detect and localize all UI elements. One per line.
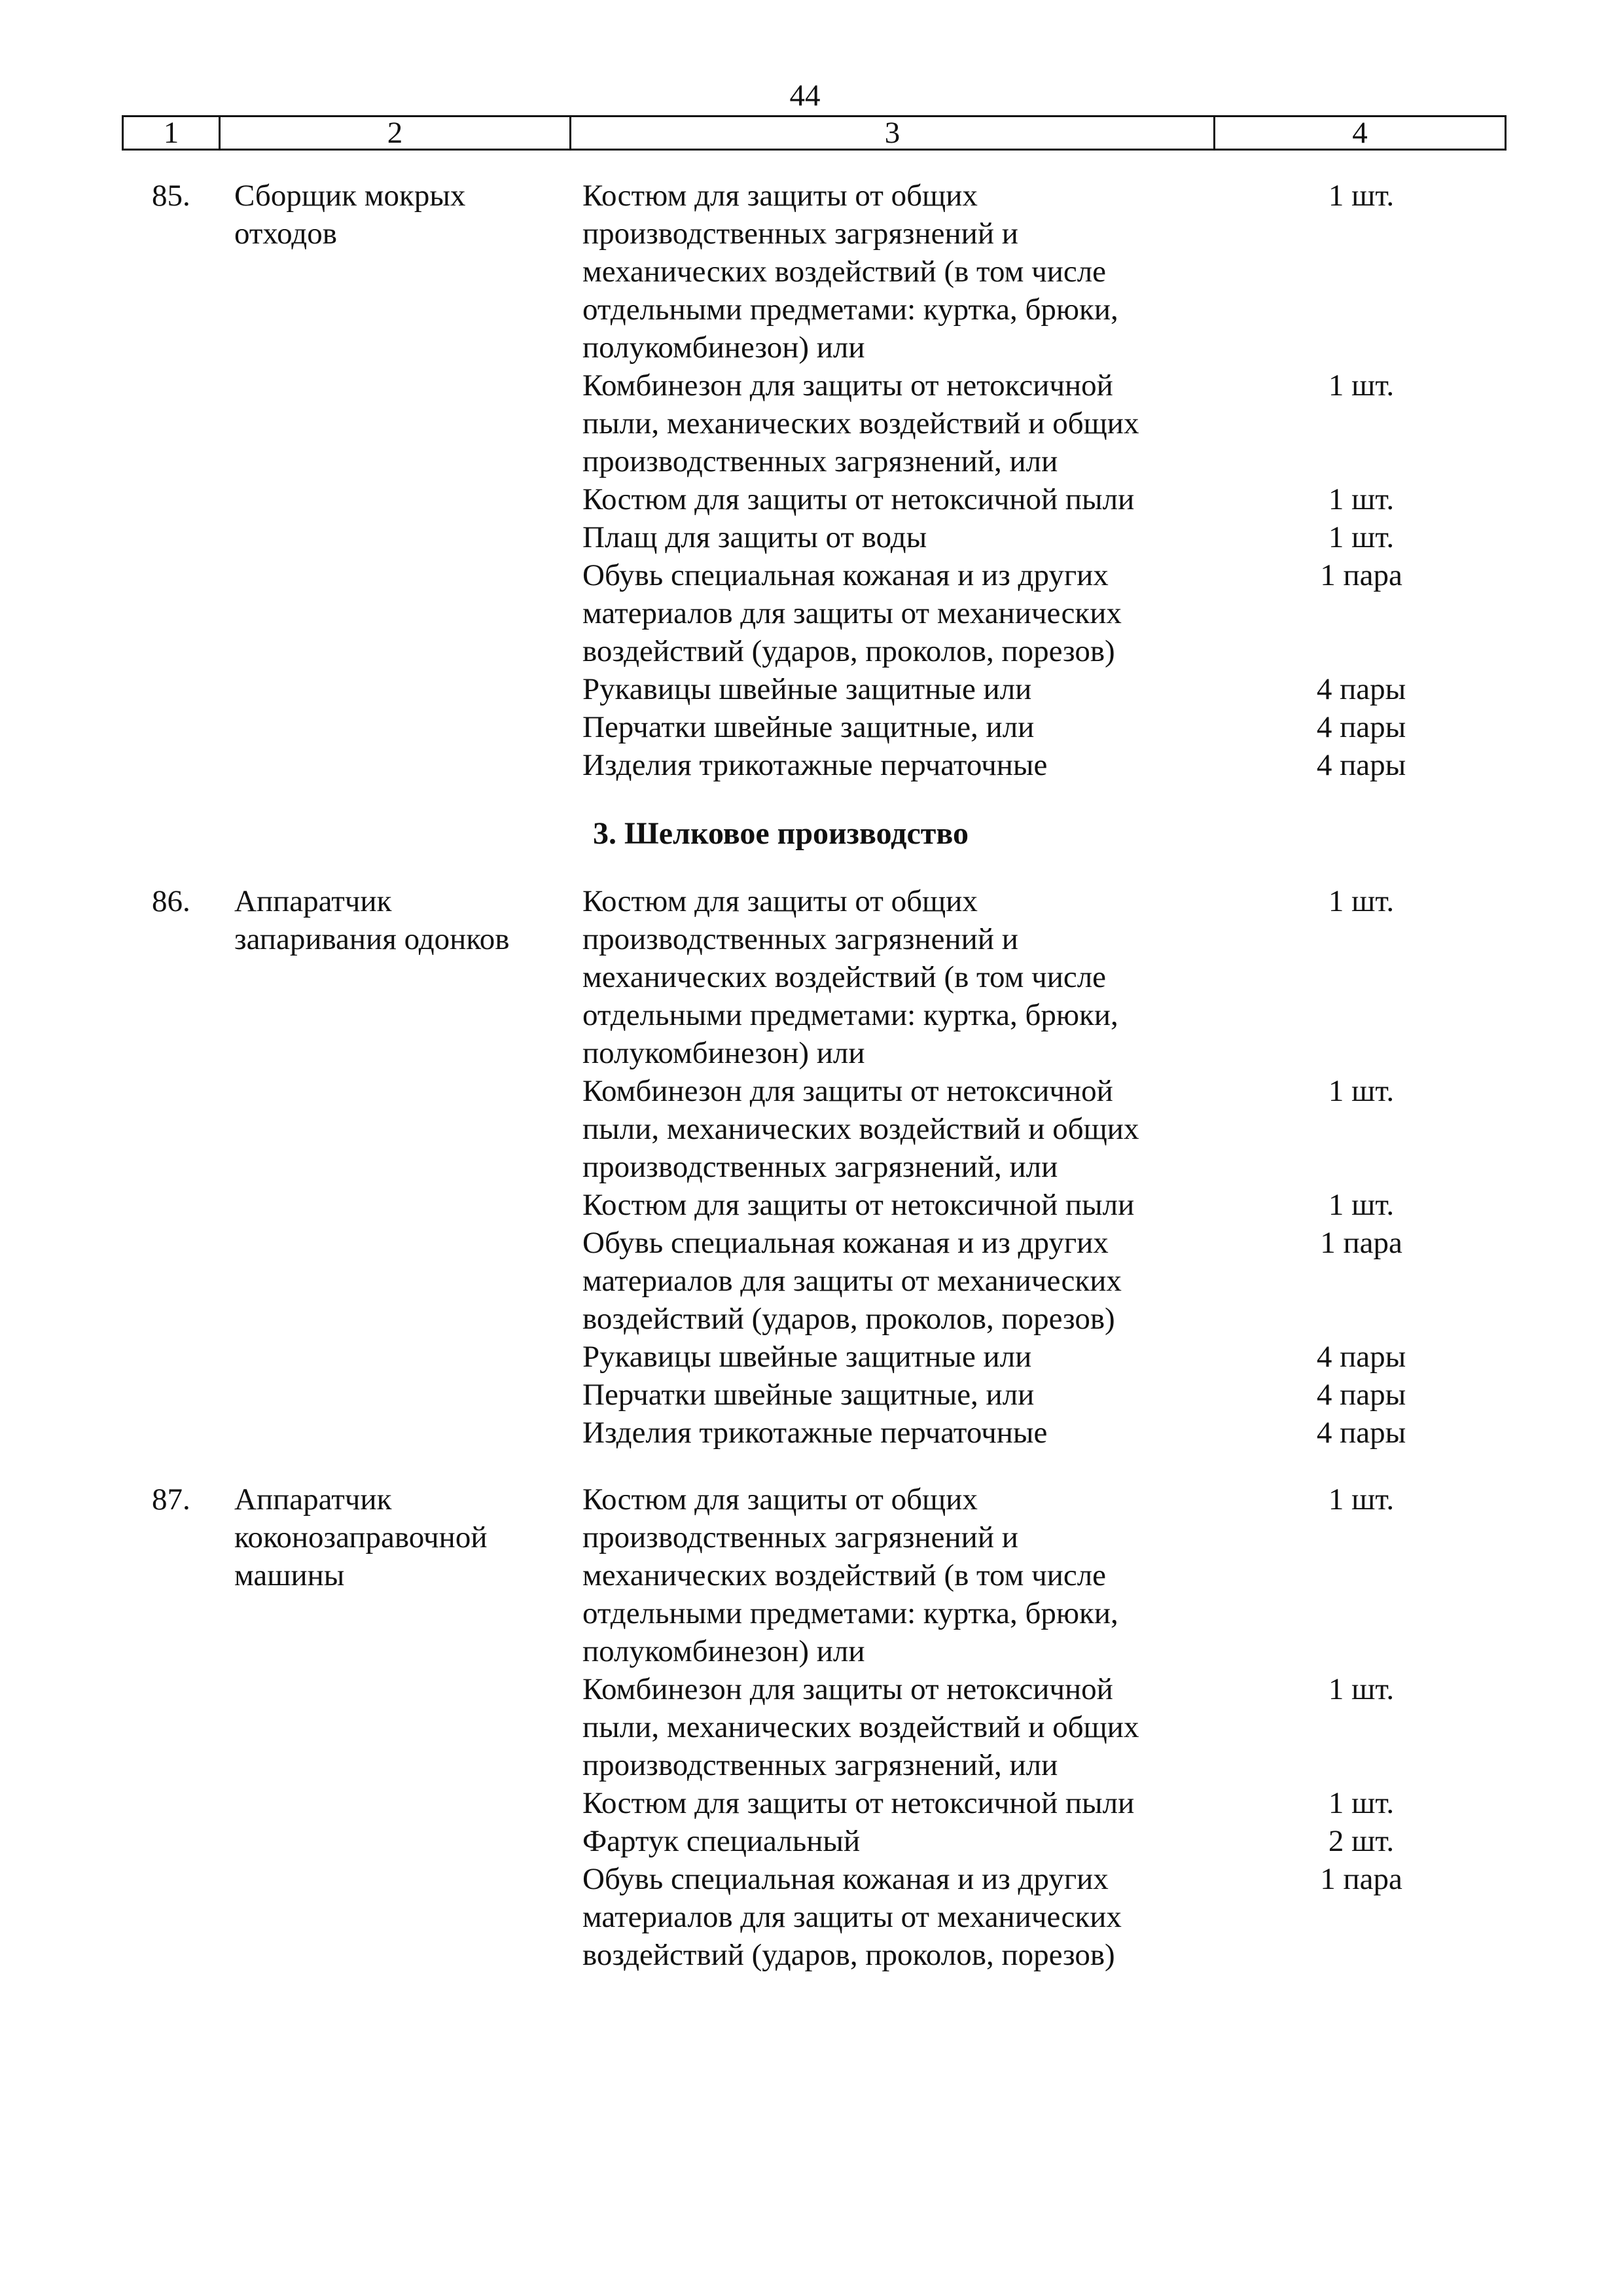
ppe-quantity: 1 шт. [1328,1786,1395,1820]
ppe-item-line: Комбинезон для защиты от нетоксичной [582,368,1113,403]
ppe-item-line: Костюм для защиты от нетоксичной пыли [582,1786,1135,1820]
ppe-item-line: материалов для защиты от механических [582,1900,1122,1934]
ppe-item [582,1224,1237,1338]
ppe-quantity: 4 пары [1316,1416,1406,1450]
ppe-item-line: Комбинезон для защиты от нетоксичной [582,1074,1113,1108]
ppe-item-line: механических воздействий (в том числе [582,1558,1107,1592]
position-name-line: Аппаратчик [234,884,392,918]
ppe-item-line: полукомбинезон) или [582,331,865,365]
ppe-item [582,1670,1237,1784]
ppe-item [582,480,1237,518]
position-name [234,177,575,253]
ppe-quantity: 4 пары [1316,748,1406,782]
ppe-item-line: материалов для защиты от механических [582,1264,1122,1298]
position-name [234,1480,575,1594]
ppe-item [582,746,1237,784]
ppe-item-line: производственных загрязнений и [582,217,1018,251]
ppe-item-line: Костюм для защиты от нетоксичной пыли [582,482,1135,516]
ppe-item [582,1376,1237,1414]
ppe-item-line: пыли, механических воздействий и общих [582,1710,1139,1744]
ppe-item-line: Обувь специальная кожаная и из других [582,1862,1109,1896]
ppe-item-line: материалов для защиты от механических [582,596,1122,630]
position-name-line: коконозаправочной [234,1520,488,1554]
ppe-item-line: Комбинезон для защиты от нетоксичной [582,1672,1113,1706]
ppe-item-line: производственных загрязнений и [582,922,1018,956]
ppe-item [582,518,1237,556]
column-header-row [122,115,1507,151]
ppe-item-line: Плащ для защиты от воды [582,520,927,554]
ppe-quantity: 1 шт. [1328,520,1395,554]
ppe-item-line: Костюм для защиты от общих [582,884,978,918]
ppe-item [582,1072,1237,1186]
ppe-item-line: Перчатки швейные защитные, или [582,1378,1035,1412]
ppe-item-line: механических воздействий (в том числе [582,960,1107,994]
ppe-item-line: воздействий (ударов, проколов, порезов) [582,1302,1115,1336]
ppe-item-line: производственных загрязнений, или [582,444,1058,478]
ppe-item-line: механических воздействий (в том числе [582,255,1107,289]
ppe-item-line: производственных загрязнений, или [582,1748,1058,1782]
ppe-item-line: Костюм для защиты от общих [582,1482,978,1516]
ppe-item-line: Рукавицы швейные защитные или [582,672,1032,706]
ppe-quantity: 4 пары [1316,710,1406,744]
ppe-item-line: Обувь специальная кожаная и из других [582,558,1109,592]
row-number: 85. [152,179,190,213]
ppe-quantity: 1 пара [1320,558,1402,592]
ppe-item [582,367,1237,480]
ppe-item-line: воздействий (ударов, проколов, порезов) [582,634,1115,668]
ppe-quantity: 1 шт. [1328,884,1395,918]
ppe-quantity: 2 шт. [1328,1824,1395,1858]
ppe-item [582,1822,1237,1860]
ppe-quantity: 1 пара [1320,1862,1402,1896]
ppe-item-line: воздействий (ударов, проколов, порезов) [582,1938,1115,1972]
ppe-item [582,882,1237,1072]
position-name-line: Сборщик мокрых [234,179,466,213]
ppe-quantity: 1 пара [1320,1226,1402,1260]
ppe-item [582,1338,1237,1376]
column-header-2: 2 [221,117,571,149]
page-number: 44 [789,79,821,113]
ppe-quantity: 4 пары [1316,1378,1406,1412]
ppe-quantity: 1 шт. [1328,1482,1395,1516]
column-header-3: 3 [571,117,1215,149]
ppe-quantity: 1 шт. [1328,1074,1395,1108]
ppe-item-line: Изделия трикотажные перчаточные [582,748,1048,782]
section-title: 3. Шелковое производство [593,816,969,851]
ppe-item-line: производственных загрязнений и [582,1520,1018,1554]
ppe-item-line: отдельными предметами: куртка, брюки, [582,293,1118,327]
ppe-quantity: 4 пары [1316,672,1406,706]
ppe-item-line: пыли, механических воздействий и общих [582,1112,1139,1146]
ppe-item [582,1414,1237,1452]
ppe-item [582,177,1237,367]
ppe-quantity: 1 шт. [1328,179,1395,213]
ppe-item-line: Рукавицы швейные защитные или [582,1340,1032,1374]
ppe-item [582,1480,1237,1670]
ppe-quantity: 1 шт. [1328,368,1395,403]
ppe-item-line: Костюм для защиты от нетоксичной пыли [582,1188,1135,1222]
row-number: 86. [152,884,190,918]
ppe-item-line: полукомбинезон) или [582,1036,865,1070]
ppe-item-line: Костюм для защиты от общих [582,179,978,213]
ppe-quantity: 1 шт. [1328,482,1395,516]
ppe-item-line: производственных загрязнений, или [582,1150,1058,1184]
position-name [234,882,575,958]
column-header-1: 1 [124,117,221,149]
ppe-quantity: 1 шт. [1328,1188,1395,1222]
row-number: 87. [152,1482,190,1516]
ppe-item-line: Перчатки швейные защитные, или [582,710,1035,744]
ppe-item-line: Изделия трикотажные перчаточные [582,1416,1048,1450]
ppe-item-line: пыли, механических воздействий и общих [582,406,1139,440]
ppe-item-line: отдельными предметами: куртка, брюки, [582,998,1118,1032]
ppe-quantity: 4 пары [1316,1340,1406,1374]
ppe-item-line: отдельными предметами: куртка, брюки, [582,1596,1118,1630]
ppe-item [582,1860,1237,1974]
ppe-item [582,1784,1237,1822]
position-name-line: запаривания одонков [234,922,510,956]
position-name-line: отходов [234,217,337,251]
ppe-quantity: 1 шт. [1328,1672,1395,1706]
column-header-4: 4 [1352,116,1368,150]
ppe-item [582,1186,1237,1224]
ppe-item [582,670,1237,708]
ppe-item-line: полукомбинезон) или [582,1634,865,1668]
ppe-item [582,708,1237,746]
ppe-item [582,556,1237,670]
position-name-line: машины [234,1558,345,1592]
position-name-line: Аппаратчик [234,1482,392,1516]
ppe-item-line: Обувь специальная кожаная и из других [582,1226,1109,1260]
ppe-item-line: Фартук специальный [582,1824,861,1858]
